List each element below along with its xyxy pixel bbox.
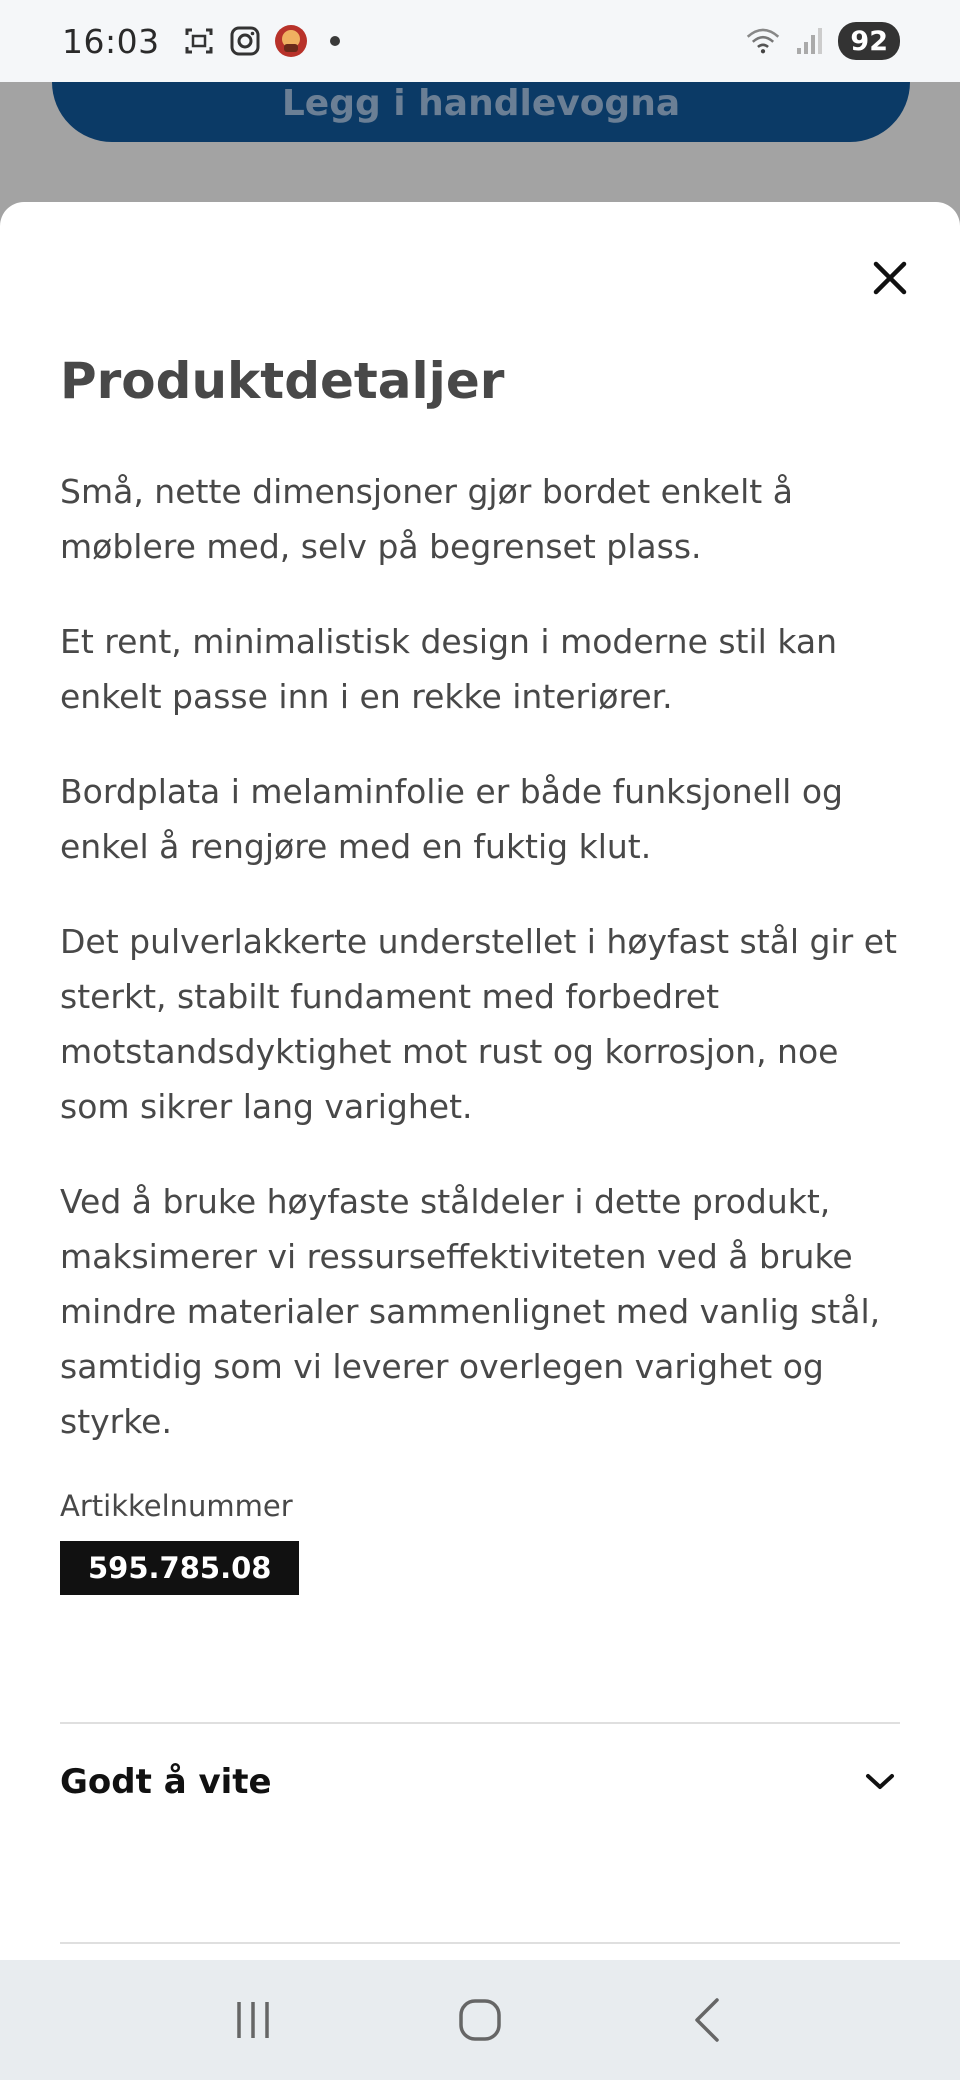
- home-button[interactable]: [435, 1975, 525, 2065]
- article-number-label: Artikkelnummer: [60, 1489, 293, 1523]
- signal-icon: [792, 24, 826, 58]
- product-details-sheet: [0, 202, 960, 1962]
- battery-indicator: 92: [838, 22, 900, 60]
- screenshot-icon: [182, 24, 216, 58]
- article-number-badge: 595.785.08: [60, 1541, 299, 1595]
- add-to-cart-label: Legg i handlevogna: [281, 83, 681, 124]
- wifi-icon: [746, 24, 780, 58]
- status-time: 16:03: [62, 21, 160, 61]
- description-paragraph: Det pulverlakkerte understellet i høyfast stål gir et sterkt, stabilt fundament med forbedret motstandsdyktighet mot rust og korrosjon, noe som sikrer lang varighet.: [60, 922, 897, 1126]
- sheet-title: Produktdetaljer: [60, 352, 505, 410]
- system-nav-bar: [0, 1960, 960, 2080]
- divider: [60, 1722, 900, 1724]
- close-button[interactable]: [858, 246, 922, 310]
- home-icon: [456, 1996, 504, 2044]
- description-paragraph: Ved å bruke høyfaste ståldeler i dette produkt, maksimerer vi ressurseffektiviteten ved å bruke mindre materialer sammenlignet med vanlig stål, samtidig som vi leverer overlegen varighet og styrke.: [60, 1182, 881, 1441]
- close-icon: [872, 260, 908, 296]
- notification-dot: [330, 36, 340, 46]
- recents-icon: [231, 1998, 275, 2042]
- description-paragraph: Et rent, minimalistisk design i moderne stil kan enkelt passe inn i en rekke interiører.: [60, 622, 837, 716]
- status-bar: [0, 0, 960, 82]
- recents-button[interactable]: [208, 1975, 298, 2065]
- status-left-icons: [182, 24, 340, 58]
- back-icon: [689, 1996, 725, 2044]
- good-to-know-accordion[interactable]: [60, 1732, 900, 1832]
- product-description: [60, 464, 910, 1595]
- game-app-icon: [274, 24, 308, 58]
- accordion-title: Godt å vite: [60, 1762, 272, 1802]
- instagram-icon: [228, 24, 262, 58]
- description-paragraph: Små, nette dimensjoner gjør bordet enkelt å møblere med, selv på begrenset plass.: [60, 472, 793, 566]
- status-right-icons: [746, 22, 900, 60]
- description-paragraph: Bordplata i melaminfolie er både funksjonell og enkel å rengjøre med en fuktig klut.: [60, 772, 843, 866]
- back-button[interactable]: [662, 1975, 752, 2065]
- divider: [60, 1942, 900, 1944]
- chevron-down-icon: [860, 1762, 900, 1802]
